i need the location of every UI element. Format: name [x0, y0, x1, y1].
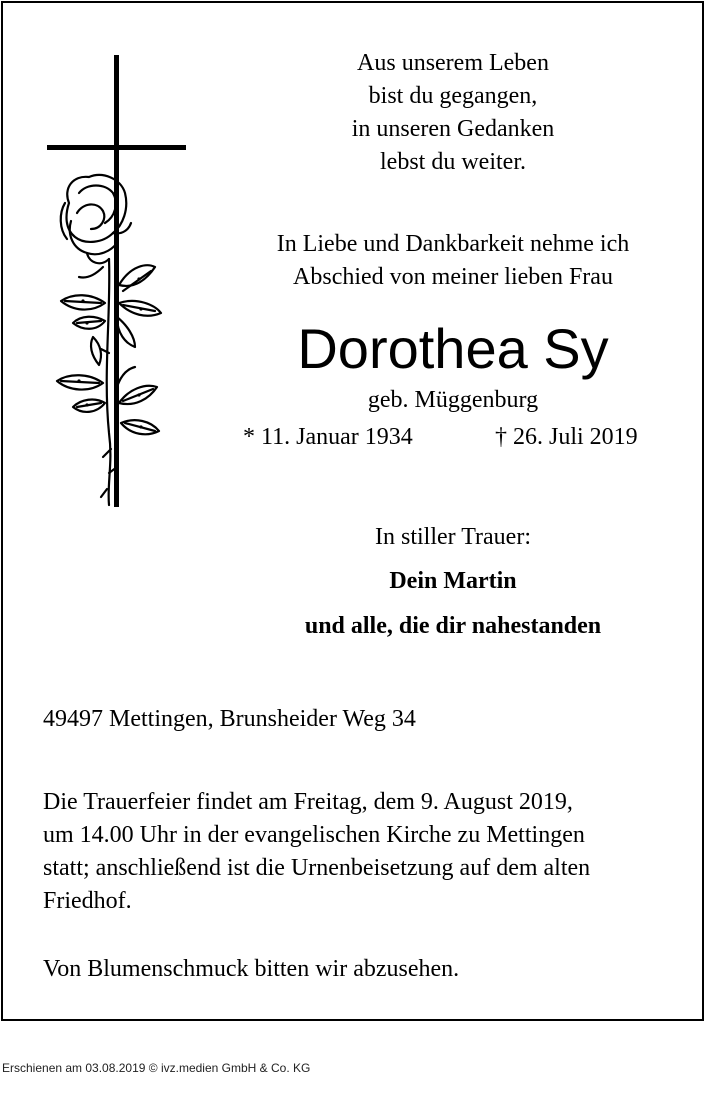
publication-footer: Erschienen am 03.08.2019 © ivz.medien GmbH & Co. KG [2, 1061, 311, 1075]
poem-line: bist du gegangen, [368, 83, 538, 109]
cross-with-rose-icon [43, 53, 193, 513]
ceremony-line: um 14.00 Uhr in der evangelischen Kirche zu Mettingen [43, 822, 585, 848]
obituary-frame [1, 1, 704, 1021]
poem [203, 47, 703, 179]
mourner-name: und alle, die dir nahestanden [304, 613, 602, 639]
intro-line: Abschied von meiner lieben Frau [293, 264, 613, 290]
flowers-note: Von Blumenschmuck bitten wir abzusehen. [43, 956, 460, 982]
mourning-heading: In stiller Trauer: [375, 524, 531, 550]
ceremony-line: Die Trauerfeier findet am Freitag, dem 9. August 2019, [43, 789, 573, 815]
intro-text [203, 228, 703, 294]
deceased-name: Dorothea Sy [297, 317, 609, 380]
mourner-name: Dein Martin [389, 568, 517, 594]
intro-line: In Liebe und Dankbarkeit nehme ich [276, 231, 630, 257]
ceremony-line: statt; anschließend ist die Urnenbeisetzung auf dem alten [43, 855, 591, 881]
birth-name: geb. Müggenburg [367, 387, 539, 413]
ceremony-info [43, 786, 683, 918]
poem-line: in unseren Gedanken [351, 116, 555, 142]
ceremony-line: Friedhof. [43, 888, 132, 914]
address: 49497 Mettingen, Brunsheider Weg 34 [43, 706, 416, 732]
poem-line: lebst du weiter. [380, 149, 526, 175]
mourners [203, 565, 703, 655]
birth-date: * 11. Januar 1934 [243, 424, 413, 450]
poem-line: Aus unserem Leben [357, 50, 549, 76]
death-date: † 26. Juli 2019 [495, 424, 638, 450]
